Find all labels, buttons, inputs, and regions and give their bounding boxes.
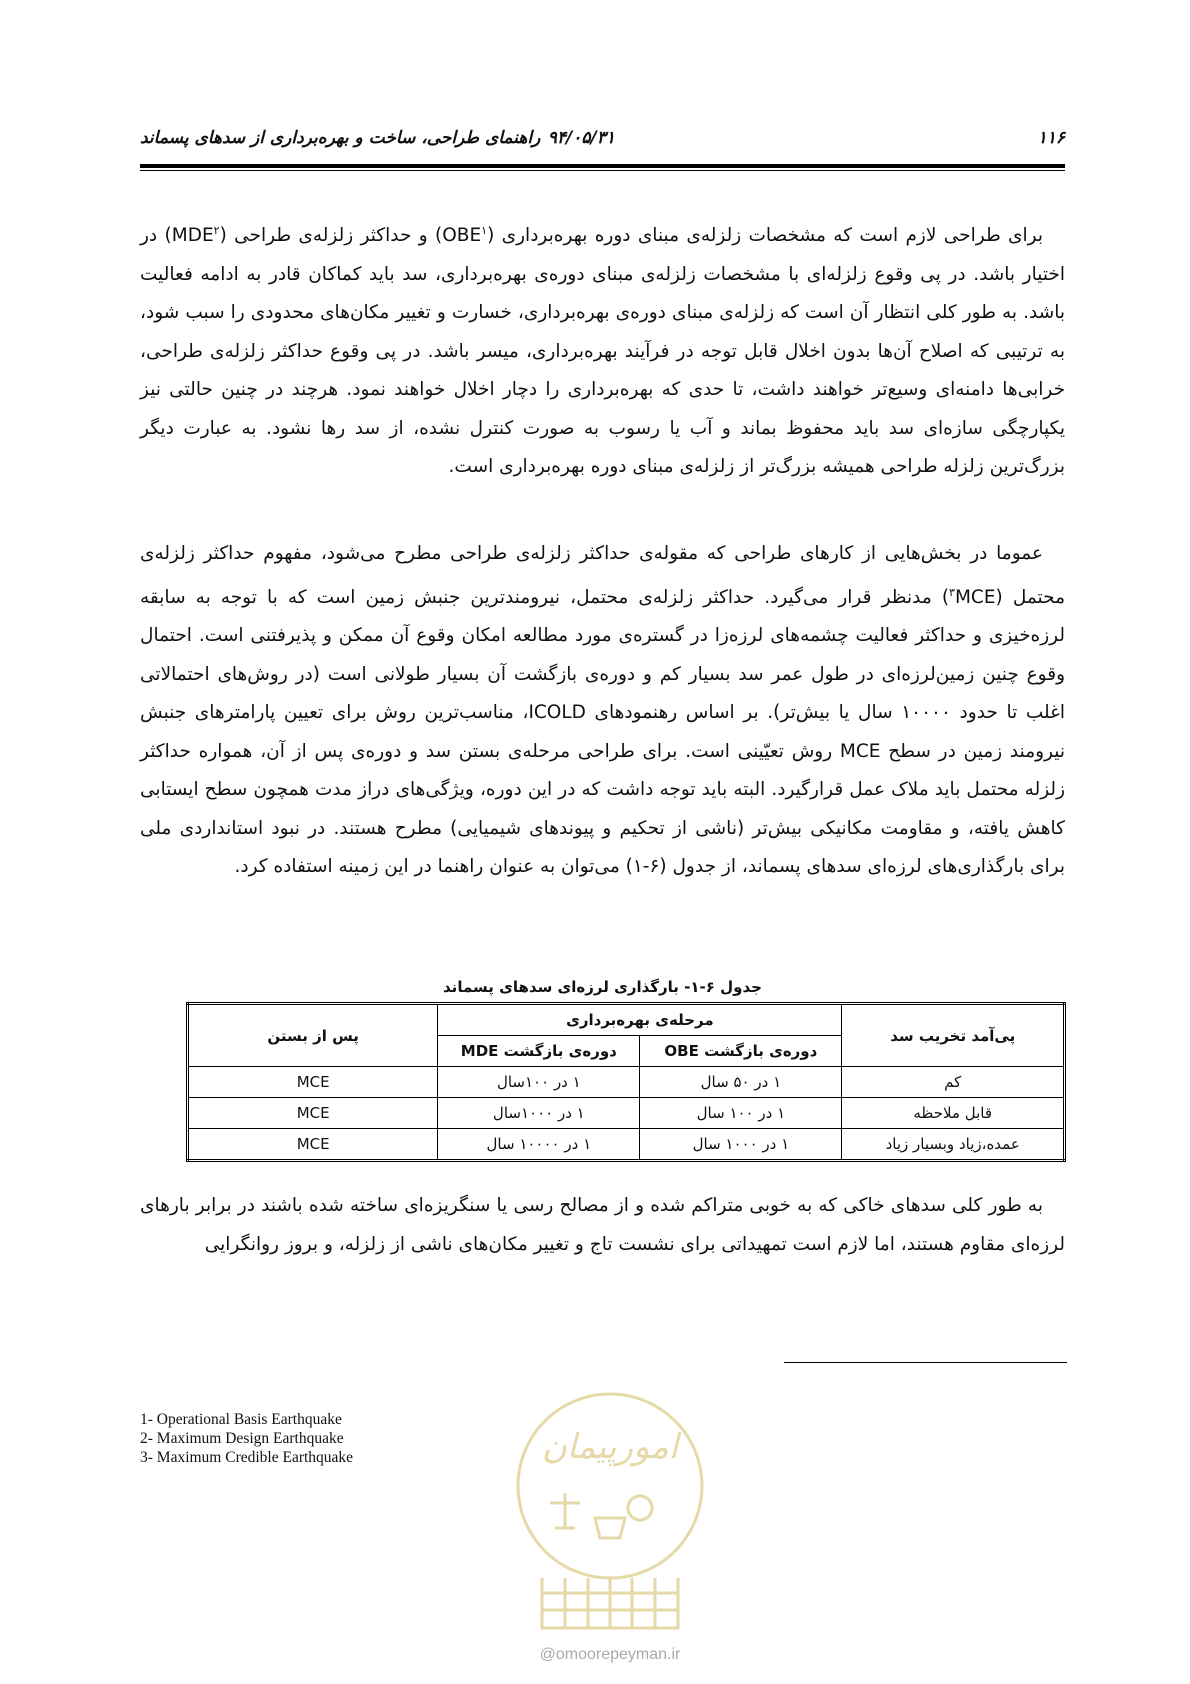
footnote-3: 3- Maximum Credible Earthquake <box>140 1449 354 1466</box>
watermark-url: @omoorepeyman.ir <box>539 1646 681 1663</box>
seismic-loading-table <box>186 1002 1066 1162</box>
cell-mde: ۱ در ۱۰۰۰۰ سال <box>438 1129 640 1161</box>
cell-consequence: قابل ملاحظه <box>842 1098 1065 1129</box>
th-closure: پس از بستن <box>188 1004 438 1067</box>
cell-closure: MCE <box>188 1098 438 1129</box>
footnote-ref-1: ۱ <box>481 224 488 237</box>
watermark-logo <box>480 1378 740 1668</box>
p1-mde: MDE <box>171 225 214 247</box>
header-date: ۹۴/۰۵/۳۱ <box>547 128 615 148</box>
header-title: راهنمای طراحی، ساخت و بهره‌برداری از سدهای پسماند <box>140 128 541 148</box>
footnote-2: 2- Maximum Design Earthquake <box>140 1430 344 1447</box>
p2-mce: MCE <box>954 586 996 608</box>
table-row <box>188 1098 1065 1129</box>
table-row <box>188 1067 1065 1098</box>
watermark-emblem-icon <box>480 1378 740 1640</box>
header-rule-thin <box>140 170 1065 171</box>
cell-closure: MCE <box>188 1129 438 1161</box>
table-caption: جدول ۶-۱- بارگذاری لرزه‌ای سدهای پسماند <box>443 978 762 996</box>
footnote-ref-2: ۲ <box>213 224 220 237</box>
footnotes <box>140 1410 353 1467</box>
paragraph-1 <box>140 212 1065 487</box>
cell-obe: ۱ در ۵۰ سال <box>640 1067 842 1098</box>
footnote-separator <box>784 1362 1067 1363</box>
th-operation: مرحله‌ی بهره‌برداری <box>438 1004 842 1036</box>
table-row <box>188 1129 1065 1161</box>
cell-obe: ۱ در ۱۰۰ سال <box>640 1098 842 1129</box>
th-obe: دوره‌ی بازگشت OBE <box>640 1036 842 1067</box>
header-rule-thick <box>140 164 1065 168</box>
th-mde: دوره‌ی بازگشت MDE <box>438 1036 640 1067</box>
p1-text-c: ) در اختیار باشد. در پی وقوع زلزله‌ای با مشخصات زلزله‌ی مبنای دوره‌ی بهره‌برداری، سد باید کماکان قادر به ادامه فعالیت باشد. به طور کلی انتظار آن است که زلزله‌ی مبنای دوره‌ی بهره‌برداری، خسارت و تغییر مکان‌های محدودی را سبب شود، به ترتیبی که اصلاح آن‌ها بدون اخلال قابل توجه در فرآیند بهره‌برداری، میسر باشد. در پی وقوع حداکثر زلزله‌ی طراحی، خرابی‌ها دامنه‌ای وسیع‌تر خواهند داشت، تا حدی که بهره‌برداری را دچار اخلال خواهند نمود. هرچند در چنین حالتی نیز یکپارچگی سازه‌ای سد باید محفوظ بماند و آب یا رسوب به صورت کنترل نشده، از سد رها نشود. به عبارت دیگر بزرگ‌ترین زلزله طراحی همیشه بزرگ‌تر از زلزله‌ی مبنای دوره بهره‌برداری است. <box>140 225 1065 478</box>
page-number: ۱۱۶ <box>1037 128 1065 148</box>
th-consequence: پی‌آمد تخریب سد <box>842 1004 1065 1067</box>
cell-consequence: عمده،زیاد وبسیار زیاد <box>842 1129 1065 1161</box>
footnote-ref-3: ۳ <box>949 585 955 599</box>
p1-obe: OBE <box>442 225 482 247</box>
watermark-logo-text: امورپیمان <box>541 1427 679 1467</box>
p1-text-a: برای طراحی لازم است که مشخصات زلزله‌ی مبنای دوره بهره‌برداری ( <box>487 225 1043 247</box>
p1-text-b: ) و حداکثر زلزله‌ی طراحی ( <box>219 225 443 247</box>
cell-closure: MCE <box>188 1067 438 1098</box>
cell-consequence: کم <box>842 1067 1065 1098</box>
footnote-1: 1- Operational Basis Earthquake <box>140 1411 342 1428</box>
table-header-row <box>188 1004 1065 1036</box>
paragraph-2 <box>140 535 1065 887</box>
cell-obe: ۱ در ۱۰۰۰ سال <box>640 1129 842 1161</box>
p2-text-a: عموما در بخش‌هایی از کارهای طراحی که مقوله‌ی حداکثر زلزله‌ی طراحی مطرح می‌شود، مفهوم حداکثر زلزله‌ی محتمل ( <box>140 543 1065 608</box>
p2-text-b: ) مدنظر قرار می‌گیرد. حداکثر زلزله‌ی محتمل، نیرومندترین جنبش زمین است که با توجه به سابقه لرزه‌خیزی و حداکثر فعالیت چشمه‌های لرزه‌زا در گستره‌ی مورد مطالعه امکان وقوع آن ممکن و پذیرفتنی است. احتمال وقوع چنین زمین‌لرزه‌ای در طول عمر سد بسیار کم و دوره‌ی بازگشت آن بسیار طولانی است (در روش‌های احتمالاتی اغلب تا حدود ۱۰۰۰۰ سال یا بیش‌تر). بر اساس رهنمودهای ICOLD، مناسب‌ترین روش برای تعیین پارامترهای جنبش نیرومند زمین در سطح MCE روش تعیّینی است. برای طراحی مرحله‌ی بستن سد و دوره‌ی پس از آن، همواره حداکثر زلزله محتمل باید ملاک عمل قرارگیرد. البته باید توجه داشت که در این دوره، ویژگی‌های دراز مدت همچون سطح ایستابی کاهش یافته، و مقاومت مکانیکی بیش‌تر (ناشی از تحکیم و پیوندهای شیمیایی) مطرح هستند. در نبود استانداردی ملی برای بارگذاری‌های لرزه‌ای سدهای پسماند، از جدول (۶-۱) می‌توان به عنوان راهنما در این زمینه استفاده کرد. <box>140 586 1065 878</box>
cell-mde: ۱ در ۱۰۰سال <box>438 1067 640 1098</box>
p3-text: به طور کلی سدهای خاکی که به خوبی متراکم شده و از مصالح رسی یا سنگریزه‌ای ساخته شده باشند در برابر بارهای لرزه‌ای مقاوم هستند، اما لازم است تمهیداتی برای نشست تاج و تغییر مکان‌های ناشی از زلزله، و بروز روانگرایی <box>140 1195 1065 1255</box>
cell-mde: ۱ در ۱۰۰۰سال <box>438 1098 640 1129</box>
page-header <box>140 128 1065 160</box>
paragraph-3 <box>140 1187 1065 1264</box>
